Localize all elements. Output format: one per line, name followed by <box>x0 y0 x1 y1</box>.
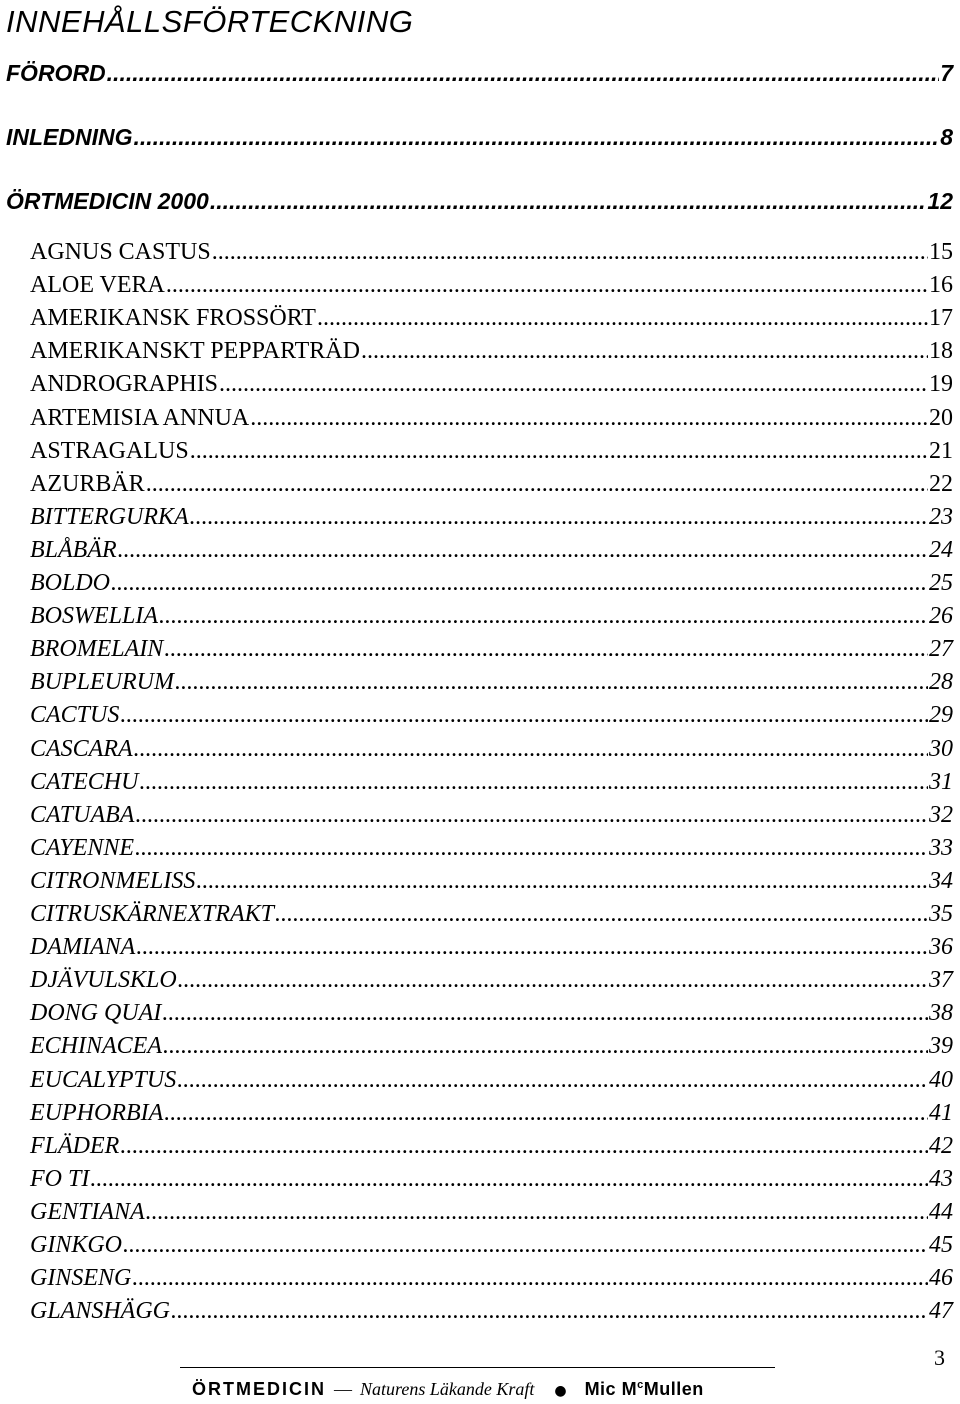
toc-entry[interactable] <box>30 435 953 468</box>
toc-entry[interactable] <box>30 567 953 600</box>
toc-entry-page: 36 <box>929 934 953 961</box>
toc-leader-dots <box>164 633 928 666</box>
toc-entry-page: 21 <box>929 437 953 464</box>
toc-entry[interactable] <box>30 1262 953 1295</box>
toc-entry-page: 17 <box>929 305 953 332</box>
toc-entry-page: 20 <box>929 404 953 431</box>
toc-leader-dots <box>166 269 928 302</box>
toc-entry-label: ÖRTMEDICIN 2000 <box>6 188 209 214</box>
toc-leader-dots <box>162 997 928 1030</box>
toc-entry-page: 41 <box>929 1099 953 1126</box>
toc-entry-page: 47 <box>929 1298 953 1325</box>
toc-entry-label: EUCALYPTUS <box>30 1066 177 1093</box>
toc-entry-page: 26 <box>929 603 953 630</box>
toc-entry-label: AMERIKANSK FROSSÖRT <box>30 305 316 332</box>
toc-entry-page: 45 <box>929 1232 953 1258</box>
toc-entry[interactable] <box>30 633 953 666</box>
toc-leader-dots <box>90 1163 928 1196</box>
toc-entry-page: 12 <box>927 188 953 214</box>
toc-leader-dots <box>120 699 928 732</box>
footer-author-main: Mic M <box>584 1379 638 1399</box>
toc-leader-dots <box>118 534 928 567</box>
toc-entry-page: 15 <box>929 239 953 265</box>
toc-entry[interactable] <box>30 402 953 435</box>
toc-leader-dots <box>146 468 928 501</box>
toc-entry-label: BOLDO <box>30 570 111 596</box>
toc-entry[interactable] <box>30 1030 953 1063</box>
toc-entry-label: ARTEMISIA ANNUA <box>30 404 250 431</box>
toc-entry-label: AMERIKANSKT PEPPARTRÄD <box>30 338 360 365</box>
toc-entry[interactable] <box>30 1097 953 1130</box>
toc-entry-label: BUPLEURUM <box>30 669 174 696</box>
toc-leader-dots <box>190 435 928 468</box>
toc-leader-dots <box>317 302 928 335</box>
toc-leader-dots <box>190 501 928 534</box>
toc-entry-label: DJÄVULSKLO <box>30 967 177 994</box>
toc-leader-dots <box>175 666 928 699</box>
toc-entry-label: BROMELAIN <box>30 636 164 663</box>
toc-entry-page: 32 <box>929 801 953 828</box>
toc-leader-dots <box>136 931 928 964</box>
toc-entry-label: ASTRAGALUS <box>30 437 189 464</box>
toc-entry[interactable] <box>30 964 953 997</box>
toc-leader-dots <box>135 832 928 865</box>
toc-entry-label: FÖRORD <box>6 60 106 86</box>
toc-entry[interactable] <box>30 931 953 964</box>
toc-entry[interactable] <box>30 302 953 335</box>
page-number: 3 <box>934 1345 945 1370</box>
toc-entry-label: CACTUS <box>30 702 120 729</box>
toc-entry[interactable] <box>30 335 953 368</box>
toc-entry-label: FO TI <box>30 1165 90 1192</box>
toc-leader-dots <box>123 1229 928 1262</box>
toc-leader-dots <box>164 1097 928 1130</box>
toc-leader-dots <box>219 368 928 401</box>
footer-author-end: Mullen <box>643 1379 704 1399</box>
toc-entry-label: INLEDNING <box>6 124 133 150</box>
toc-leader-dots <box>196 865 928 898</box>
toc-entry-page: 27 <box>929 636 953 663</box>
toc-entry[interactable] <box>30 368 953 401</box>
toc-entry[interactable] <box>6 55 953 91</box>
toc-entry-label: BITTERGURKA <box>30 503 189 530</box>
toc-entry[interactable] <box>30 1163 953 1196</box>
toc-leader-dots <box>171 1295 928 1328</box>
toc-entry-page: 35 <box>929 901 953 927</box>
toc-entry-page: 7 <box>940 60 953 86</box>
toc-entry-page: 28 <box>929 669 953 696</box>
toc-entry-page: 40 <box>929 1066 953 1093</box>
toc-entry-label: GENTIANA <box>30 1198 145 1225</box>
toc-entry[interactable] <box>30 1229 953 1262</box>
footer-separator: — <box>334 1379 352 1399</box>
toc-entry-label: BLÅBÄR <box>30 536 117 563</box>
toc-entry-page: 30 <box>929 735 953 762</box>
toc-entry-label: AZURBÄR <box>30 470 145 497</box>
toc-leader-dots <box>163 1030 928 1063</box>
toc-entry-page: 24 <box>929 536 953 563</box>
toc-entry[interactable] <box>30 468 953 501</box>
toc-entry[interactable] <box>30 898 953 931</box>
toc-entry-label: GINKGO <box>30 1232 123 1258</box>
toc-entry[interactable] <box>30 269 953 302</box>
toc-leader-dots <box>139 766 928 799</box>
toc-entry-page: 22 <box>929 470 953 497</box>
toc-entry-label: FLÄDER <box>30 1132 120 1159</box>
toc-entry-label: GLANSHÄGG <box>30 1298 171 1325</box>
toc-entry[interactable] <box>30 1295 953 1328</box>
toc-entry-page: 16 <box>929 272 953 299</box>
toc-leader-dots <box>275 898 928 931</box>
footer-tagline: Naturens Läkande Kraft <box>360 1379 535 1399</box>
toc-entry-page: 19 <box>929 371 953 398</box>
toc-leader-dots <box>361 335 928 368</box>
footer-author <box>585 1372 704 1402</box>
toc-entry[interactable] <box>30 1064 953 1097</box>
footer-author-sup: c <box>637 1379 644 1391</box>
toc-leader-dots <box>111 567 928 600</box>
toc-entry-label: CITRONMELISS <box>30 867 196 894</box>
toc-entry-page: 18 <box>929 338 953 365</box>
toc-entry[interactable] <box>6 119 953 155</box>
toc-entry-label: DAMIANA <box>30 934 136 961</box>
toc-entry-page: 34 <box>929 867 953 894</box>
toc-entry-page: 31 <box>929 768 953 795</box>
toc-leader-dots <box>135 799 928 832</box>
toc-entry[interactable] <box>30 766 953 799</box>
toc-entry-page: 42 <box>929 1132 953 1159</box>
toc-entry[interactable] <box>30 699 953 732</box>
toc-leader-dots <box>146 1196 928 1229</box>
toc-entry-label: ALOE VERA <box>30 272 165 299</box>
toc-entry-label: GINSENG <box>30 1265 132 1292</box>
toc-leader-dots <box>212 236 928 269</box>
toc-leader-dots <box>134 119 940 155</box>
toc-leader-dots <box>159 600 928 633</box>
toc-entry-page: 46 <box>929 1265 953 1292</box>
toc-entry-label: CASCARA <box>30 735 133 762</box>
toc-entry[interactable] <box>6 183 953 219</box>
toc-entry-page: 43 <box>929 1165 953 1192</box>
toc-entry-page: 44 <box>929 1198 953 1225</box>
toc-entry-label: BOSWELLIA <box>30 603 158 630</box>
footer-rule <box>180 1367 775 1368</box>
toc-entry[interactable] <box>30 1130 953 1163</box>
toc-entry[interactable] <box>30 865 953 898</box>
toc-entry-label: EUPHORBIA <box>30 1099 164 1126</box>
toc-entry[interactable] <box>30 666 953 699</box>
toc-entry-page: 23 <box>929 503 953 530</box>
toc-entry-page: 37 <box>929 967 953 994</box>
toc-entry-label: ECHINACEA <box>30 1033 162 1060</box>
toc-entry-page: 33 <box>929 834 953 861</box>
toc-entry-label: CATECHU <box>30 768 139 795</box>
toc-entry-page: 39 <box>929 1033 953 1060</box>
footer <box>192 1372 704 1398</box>
toc-entry-page: 8 <box>940 124 953 150</box>
footer-brand: ÖRTMEDICIN <box>192 1379 326 1399</box>
toc-entry[interactable] <box>30 799 953 832</box>
toc-leader-dots <box>210 183 927 219</box>
toc-leader-dots <box>177 1064 928 1097</box>
toc-entry-label: CATUABA <box>30 801 135 828</box>
toc-entry[interactable] <box>30 236 953 269</box>
toc-entry-label: DONG QUAI <box>30 1000 162 1027</box>
toc-entry-label: CAYENNE <box>30 834 135 861</box>
toc-entry-page: 25 <box>929 570 953 596</box>
toc-entry-page: 38 <box>929 1000 953 1027</box>
footer-bullet-icon: ● <box>554 1383 567 1399</box>
toc-leader-dots <box>134 733 928 766</box>
toc-entry[interactable] <box>30 733 953 766</box>
toc-leader-dots <box>107 55 940 91</box>
toc-leader-dots <box>120 1130 928 1163</box>
toc-entry-label: CITRUSKÄRNEXTRAKT <box>30 901 275 927</box>
toc-leader-dots <box>250 402 928 435</box>
toc-entry[interactable] <box>30 501 953 534</box>
toc-entry[interactable] <box>30 997 953 1030</box>
toc-entry-label: ANDROGRAPHIS <box>30 371 219 398</box>
toc-entry[interactable] <box>30 534 953 567</box>
toc-entry-page: 29 <box>929 702 953 729</box>
toc-leader-dots <box>132 1262 928 1295</box>
toc-entry-label: AGNUS CASTUS <box>30 239 211 265</box>
toc-entry[interactable] <box>30 600 953 633</box>
toc-entry[interactable] <box>30 832 953 865</box>
page-title: INNEHÅLLSFÖRTECKNING <box>6 4 414 39</box>
toc-entry[interactable] <box>30 1196 953 1229</box>
toc-leader-dots <box>178 964 928 997</box>
